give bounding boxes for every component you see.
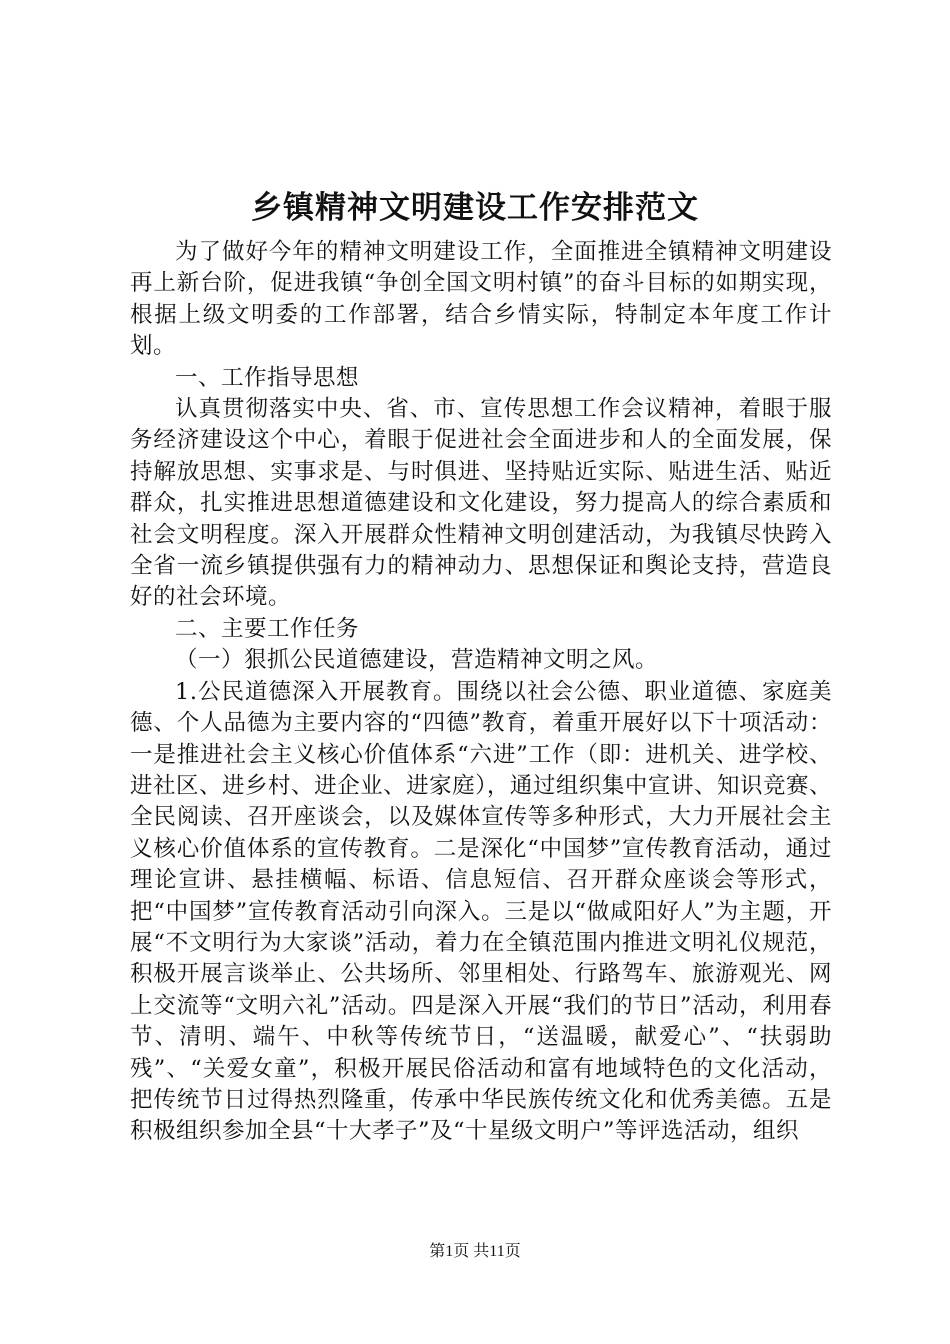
heading-guiding-ideology: 一、工作指导思想 — [175, 364, 360, 391]
paragraph-guiding-ideology: 认真贯彻落实中央、省、市、宣传思想工作会议精神，着眼于服务经济建设这个中心，着眼于促进社会全面进步和人的全面发展，保持解放思想、实事求是、与时俱进、坚持贴近实际、贴进生活、贴近群众，扎实推进思想道德建设和文化建设，努力提高人的综合素质和社会文明程度。深入开展群众性精神文明创建活动，为我镇尽快跨入全省一流乡镇提供强有力的精神动力、思想保证和舆论支持，营造良好的社会环境。 — [130, 396, 832, 611]
subheading-civic-morality: （一）狠抓公民道德建设，营造精神文明之风。 — [175, 647, 659, 674]
document-body — [130, 237, 832, 1148]
page-footer: 第1页 共11页 — [429, 1243, 521, 1260]
paragraph-intro: 为了做好今年的精神文明建设工作，全面推进全镇精神文明建设再上新台阶，促进我镇“争创全国文明村镇”的奋斗目标的如期实现，根据上级文明委的工作部署，结合乡情实际，特制定本年度工作计划。 — [130, 239, 832, 360]
heading-main-tasks: 二、主要工作任务 — [175, 615, 360, 642]
document-title: 乡镇精神文明建设工作安排范文 — [251, 190, 699, 226]
paragraph-civic-morality-education: 1.公民道德深入开展教育。围绕以社会公德、职业道德、家庭美德、个人品德为主要内容的“四德”教育，着重开展好以下十项活动：一是推进社会主义核心价值体系“六进”工作（即：进机关、进学校、进社区、进乡村、进企业、进家庭），通过组织集中宣讲、知识竞赛、全民阅读、召开座谈会，以及媒体宣传等多种形式，大力开展社会主义核心价值体系的宣传教育。二是深化“中国梦”宣传教育活动，通过理论宣讲、悬挂横幅、标语、信息短信、召开群众座谈会等形式，把“中国梦”宣传教育活动引向深入。三是以“做咸阳好人”为主题，开展“不文明行为大家谈”活动，着力在全镇范围内推进文明礼仪规范，积极开展言谈举止、公共场所、邻里相处、行路驾车、旅游观光、网上交流等“文明六礼”活动。四是深入开展“我们的节日”活动，利用春节、清明、端午、中秋等传统节日，“送温暖，献爱心”、“扶弱助残”、“关爱女童”，积极开展民俗活动和富有地域特色的文化活动，把传统节日过得热烈隆重，传承中华民族传统文化和优秀美德。五是积极组织参加全县“十大孝子”及“十星级文明户”等评选活动，组织 — [130, 678, 832, 1145]
